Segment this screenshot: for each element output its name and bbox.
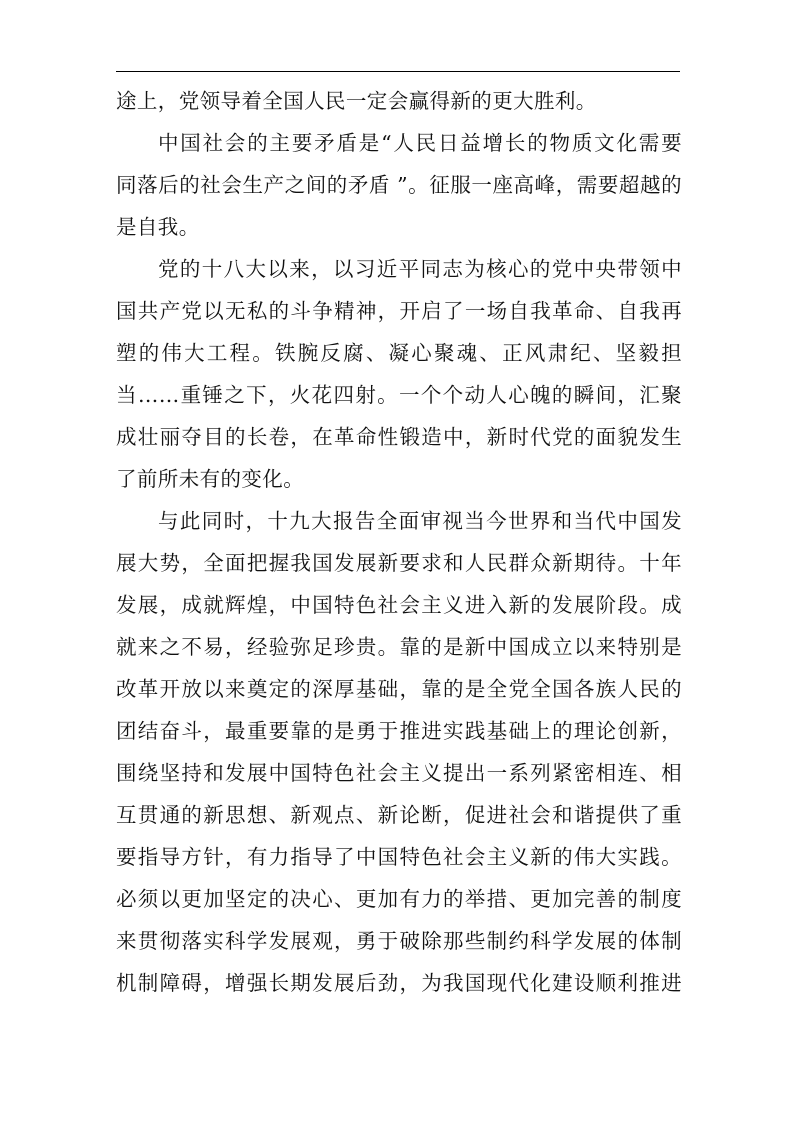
text-line: 团结奋斗，最重要靠的是勇于推进实践基础上的理论创新， [116,719,682,743]
text-line: 来贯彻落实科学发展观，勇于破除那些制约科学发展的体制 [116,929,682,953]
text-line: 要指导方针，有力指导了中国特色社会主义新的伟大实践。 [116,845,682,869]
text-line: 党的十八大以来，以习近平同志为核心的党中央带领中 [158,257,682,281]
text-line: 成壮丽夺目的长卷，在革命性锻造中，新时代党的面貌发生 [116,425,682,449]
text-line: 塑的伟大工程。铁腕反腐、凝心聚魂、正风肃纪、坚毅担 [116,341,682,365]
text-line: 改革开放以来奠定的深厚基础，靠的是全党全国各族人民的 [116,677,682,701]
text-line: 发展，成就辉煌，中国特色社会主义进入新的发展阶段。成 [116,593,682,617]
text-line: 机制障碍，增强长期发展后劲，为我国现代化建设顺利推进 [116,971,682,995]
text-line: 就来之不易，经验弥足珍贵。靠的是新中国成立以来特别是 [116,635,682,659]
text-line: 互贯通的新思想、新观点、新论断，促进社会和谐提供了重 [116,803,682,827]
text-line: 围绕坚持和发展中国特色社会主义提出一系列紧密相连、相 [116,761,682,785]
text-line: 同落后的社会生产之间的矛盾 ”。征服一座高峰，需要超越的 [116,173,682,197]
body-text [116,80,682,1004]
header-rule [116,71,680,72]
text-line: 当……重锤之下，火花四射。一个个动人心魄的瞬间，汇聚 [116,383,682,407]
text-line: 了前所未有的变化。 [116,467,305,491]
text-line: 与此同时，十九大报告全面审视当今世界和当代中国发 [158,509,682,533]
text-line: 途上，党领导着全国人民一定会赢得新的更大胜利。 [116,89,597,113]
text-line: 是自我。 [116,215,200,239]
text-line: 国共产党以无私的斗争精神，开启了一场自我革命、自我再 [116,299,682,323]
text-line: 必须以更加坚定的决心、更加有力的举措、更加完善的制度 [116,887,682,911]
text-line: 展大势，全面把握我国发展新要求和人民群众新期待。十年 [116,551,682,575]
text-line: 中国社会的主要矛盾是“人民日益增长的物质文化需要 [158,131,682,155]
